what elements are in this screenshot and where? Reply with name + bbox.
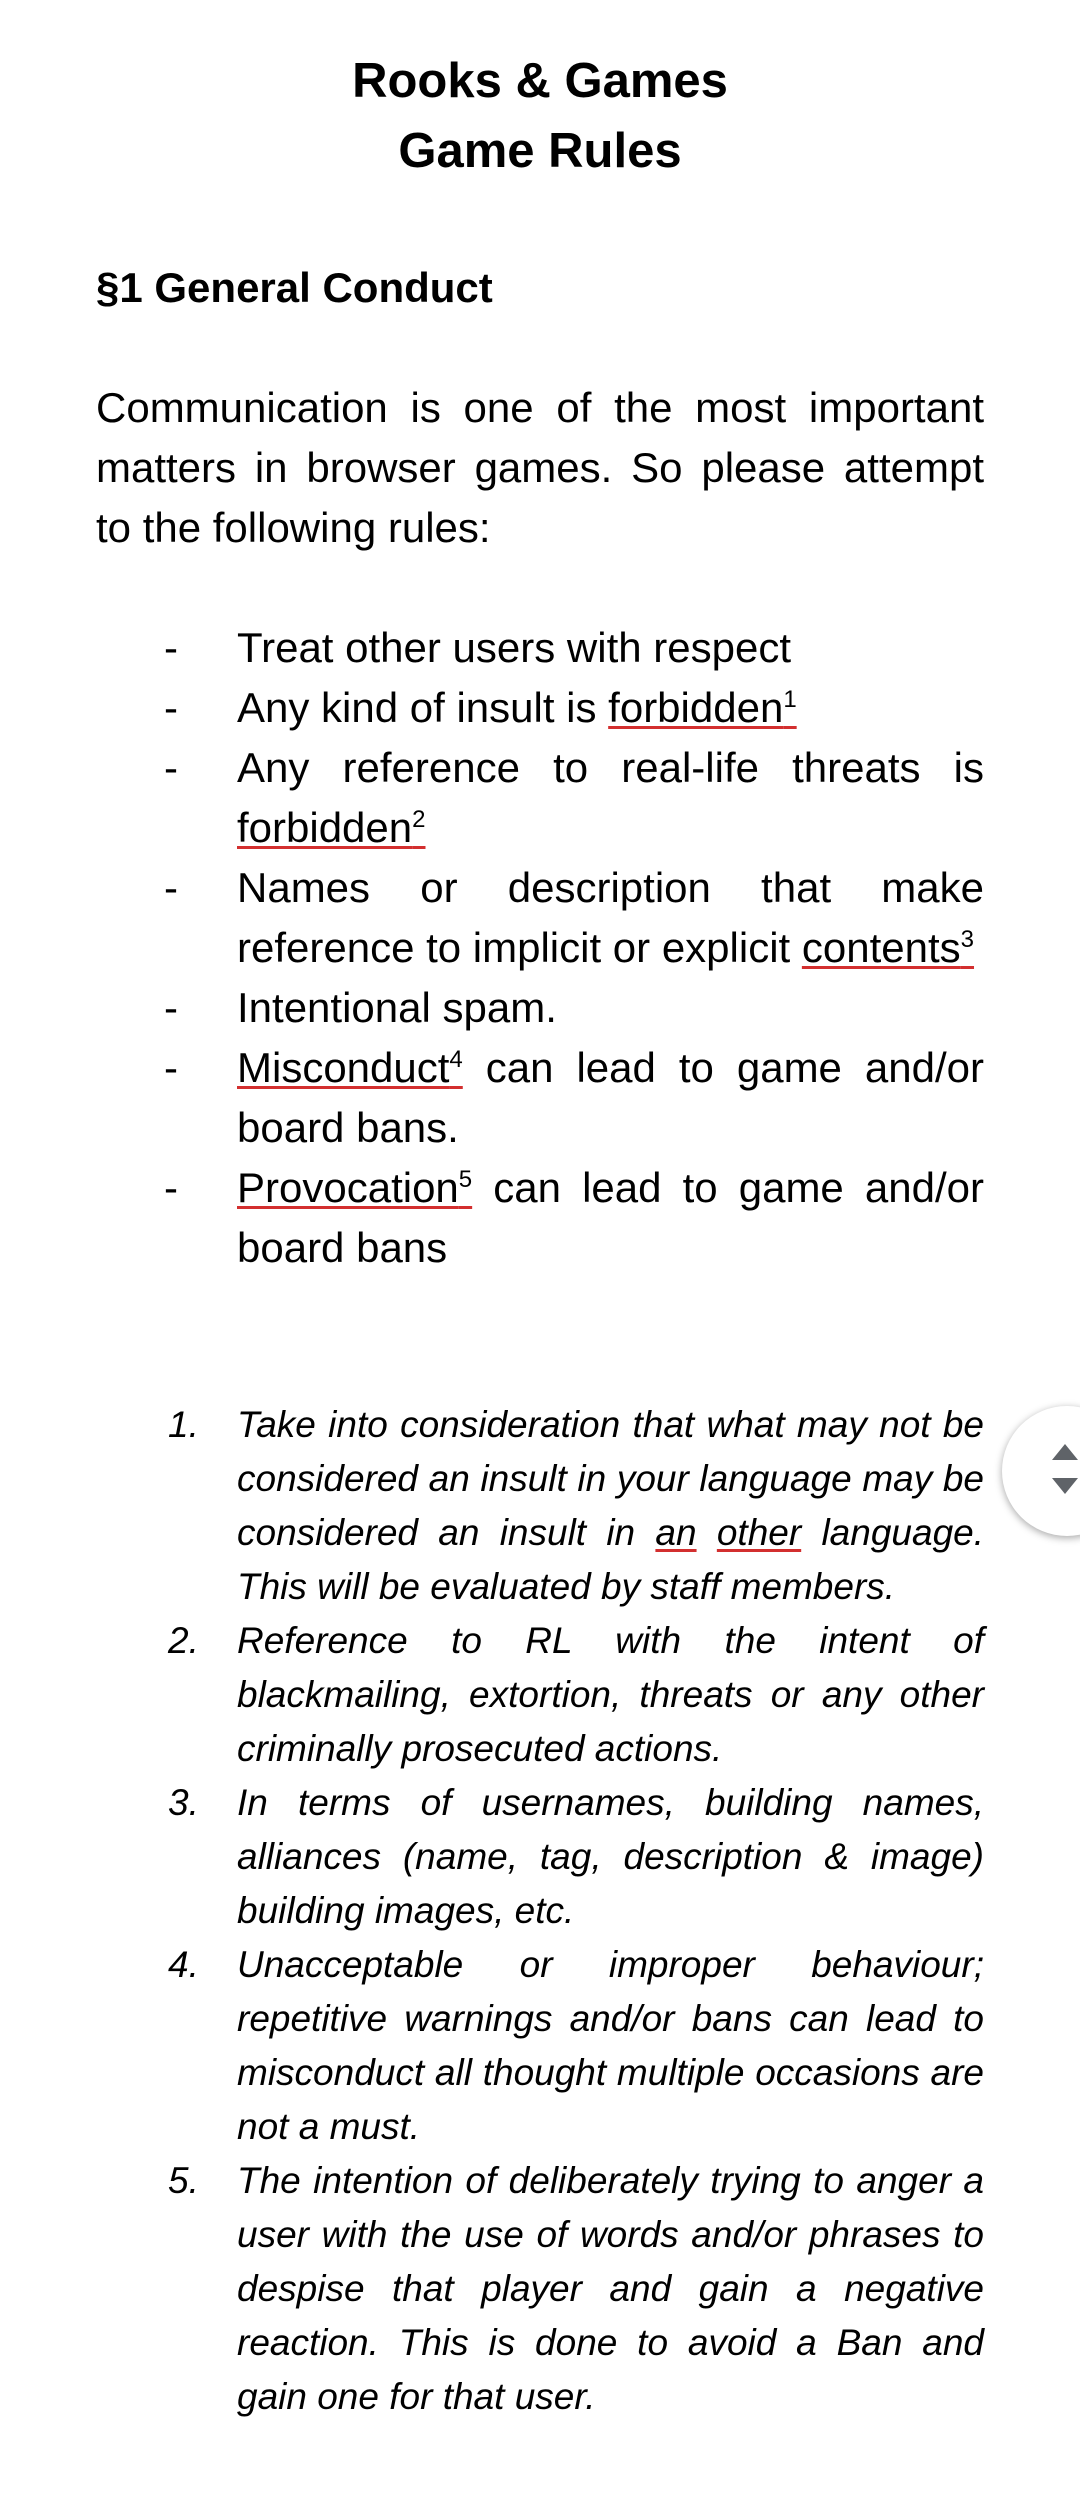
footnote-item <box>96 1938 984 2154</box>
footnote-text: The intention of deliberately trying to anger a user with the use of words and/or phrases to despise that player and gain a negative reaction. This is done to avoid a Ban and gain one for that user. <box>237 2160 984 2417</box>
document-page <box>96 0 984 2417</box>
rule-underlined-term <box>802 924 974 971</box>
scroll-handle-button[interactable] <box>1002 1406 1080 1536</box>
footnote-number: 4. <box>168 1944 199 1985</box>
rule-item <box>96 678 984 738</box>
rule-text: Intentional spam. <box>237 984 557 1031</box>
footnote-number: 2. <box>168 1620 199 1661</box>
footnote-item <box>96 1398 984 1614</box>
rule-dash: - <box>164 624 178 671</box>
footnote-ref: 1 <box>783 686 797 713</box>
rule-text: Names or description that make reference to implicit or explicit <box>237 864 984 971</box>
rule-link-text: forbidden <box>608 684 784 731</box>
scroll-up-icon <box>1052 1444 1078 1460</box>
rule-text: can lead to game and/or board bans. <box>237 1044 984 1151</box>
scroll-down-icon <box>1052 1478 1078 1494</box>
rule-underlined-term <box>608 684 797 731</box>
footnote-ref: 4 <box>449 1046 463 1073</box>
rule-item <box>96 978 984 1038</box>
footnote-number: 3. <box>168 1782 199 1823</box>
rule-dash: - <box>164 1044 178 1091</box>
footnote-ref: 2 <box>412 806 426 833</box>
rule-dash: - <box>164 744 178 791</box>
rule-dash: - <box>164 1164 178 1211</box>
rule-item <box>96 738 984 858</box>
footnote-text: Reference to RL with the intent of blackmailing, extortion, threats or any other criminally prosecuted actions. <box>237 1620 984 1769</box>
footnote-item <box>96 1614 984 1776</box>
footnotes-list <box>96 1398 984 2424</box>
rule-item <box>96 858 984 978</box>
section-heading: §1 General Conduct <box>96 264 493 311</box>
footnote-text: Take into consideration that what may not be considered an insult in your language may be considered an insult in <box>237 1404 984 1553</box>
footnote-number: 5. <box>168 2160 199 2201</box>
rule-link-text: contents <box>801 924 961 971</box>
footnote-ref: 3 <box>960 926 975 953</box>
rule-link-text: Provocation <box>237 1164 459 1211</box>
rule-text: Any reference to real-life threats is <box>237 744 984 791</box>
footnote-underlined-word: an <box>655 1512 697 1553</box>
rule-text: can lead to game and/or board bans <box>237 1164 984 1271</box>
footnote-underlined-word: other <box>716 1512 802 1553</box>
rule-item <box>96 1158 984 1278</box>
footnote-number: 1. <box>168 1404 199 1445</box>
footnote-item <box>96 1776 984 1938</box>
rule-underlined-term <box>237 804 426 851</box>
rule-item <box>96 618 984 678</box>
rule-item <box>96 1038 984 1158</box>
rule-dash: - <box>164 864 178 911</box>
footnote-item <box>96 2154 984 2424</box>
rules-list <box>96 618 984 1278</box>
rule-underlined-term <box>237 1164 472 1211</box>
rule-link-text: forbidden <box>237 804 413 851</box>
rule-dash: - <box>164 684 178 731</box>
rule-text: Treat other users with respect <box>237 624 791 671</box>
rule-underlined-term <box>237 1044 463 1091</box>
rule-dash: - <box>164 984 178 1031</box>
footnote-ref: 5 <box>458 1166 473 1193</box>
footnote-text: Unacceptable or improper behaviour; repetitive warnings and/or bans can lead to misconduct all thought multiple occasions are not a must. <box>237 1944 984 2147</box>
title-line-2: Game Rules <box>398 124 682 178</box>
footnote-text: In terms of usernames, building names, alliances (name, tag, description & image) building images, etc. <box>237 1782 984 1931</box>
footnote-text: language. This will be evaluated by staff members. <box>237 1512 984 1607</box>
document-title <box>96 0 984 186</box>
rule-text: Any kind of insult is <box>237 684 609 731</box>
intro-paragraph: Communication is one of the most important matters in browser games. So please attempt to the following rules: <box>96 384 984 551</box>
rule-link-text: Misconduct <box>237 1044 450 1091</box>
title-line-1: Rooks & Games <box>352 54 728 108</box>
